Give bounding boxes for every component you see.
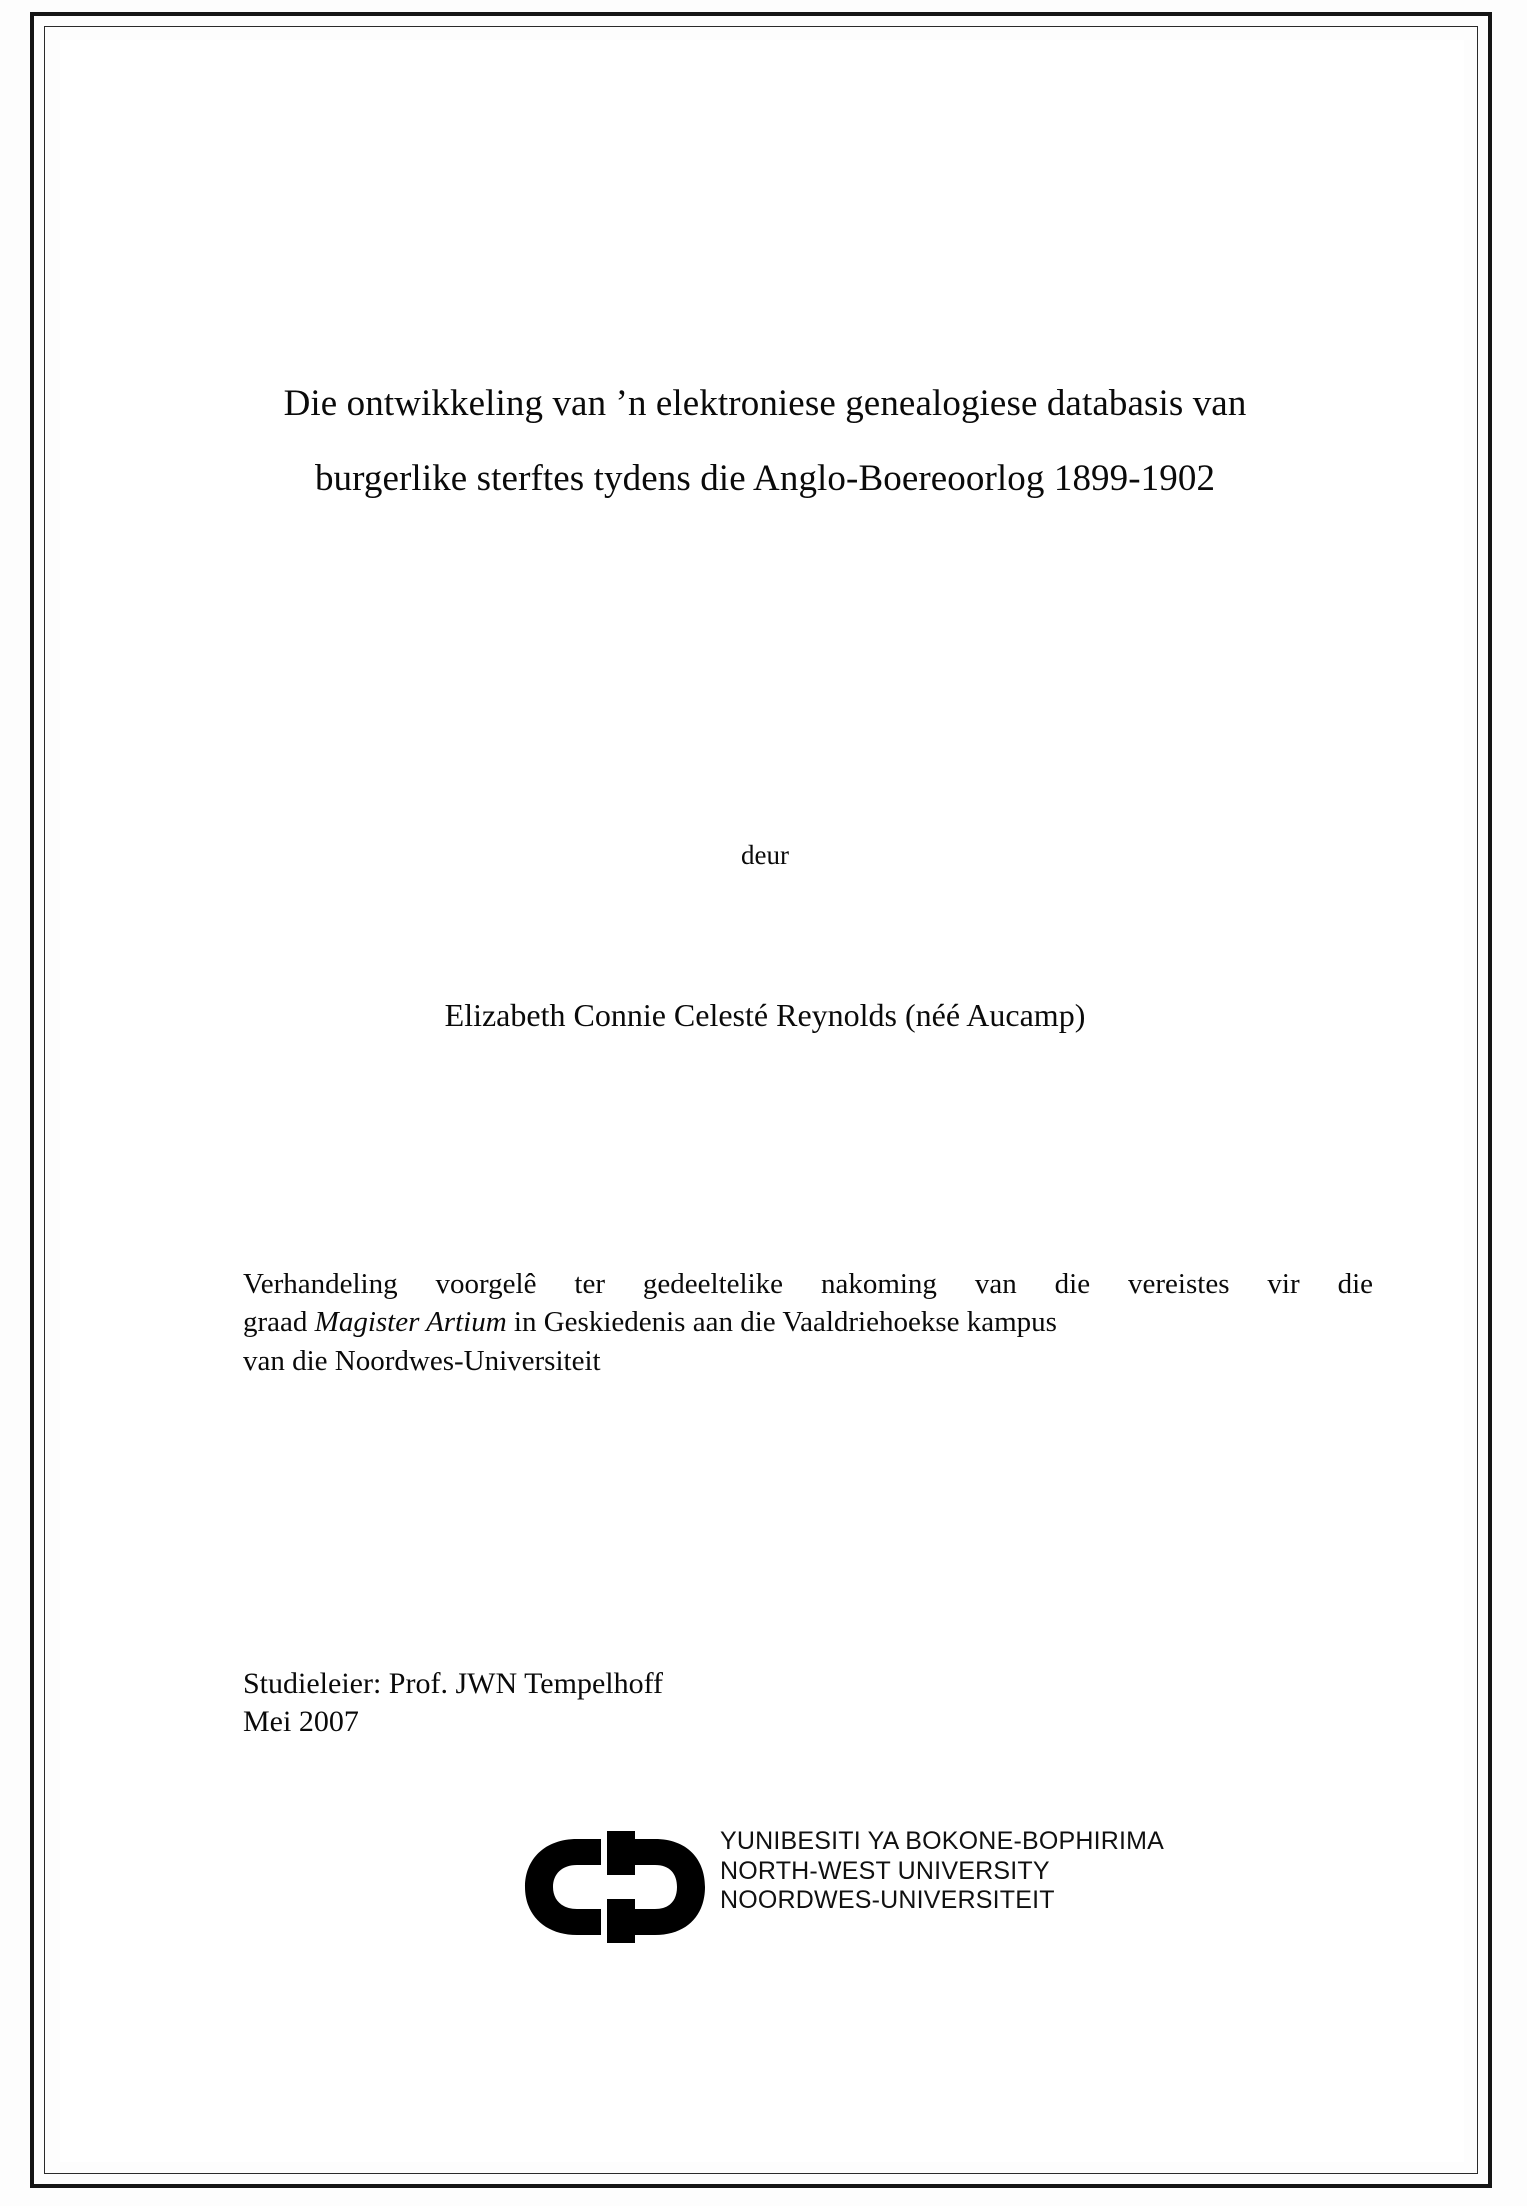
degree-name: Magister Artium [314,1306,507,1339]
statement-line-3: van die Noordwes-Universiteit [243,1344,601,1377]
title-line-1: Die ontwikkeling van ’n elektroniese genealogiese databasis van [283,383,1247,424]
north-west-university-logo-icon [515,1831,710,1943]
date-line: Mei 2007 [243,1705,359,1739]
degree-statement [243,1265,1373,1380]
logo-line-2: NORTH-WEST UNIVERSITY [720,1856,1050,1885]
statement-line-1: Verhandeling voorgelê ter gedeeltelike nakoming van die vereistes vir die [243,1268,1373,1300]
page-title [180,385,1350,497]
university-logo [515,1825,1165,1955]
supervisor-line: Studieleier: Prof. JWN Tempelhoff [243,1667,664,1700]
statement-line-2-pre: graad [243,1306,315,1339]
author-name: Elizabeth Connie Celesté Reynolds (néé Aucamp) [444,997,1086,1033]
by-label: deur [741,840,789,870]
logo-line-3: NOORDWES-UNIVERSITEIT [720,1886,1055,1914]
logo-line-1: YUNIBESITI YA BOKONE-BOPHIRIMA [720,1827,1165,1855]
logo-wordmark [720,1827,1164,1916]
supervisor-block [243,1665,1143,1742]
statement-line-2 [243,1303,1373,1341]
page-sheet [60,40,1464,2162]
title-line-2: burgerlike sterftes tydens die Anglo-Boereoorlog 1899-1902 [314,458,1216,499]
statement-line-2-post: in Geskiedenis aan die Vaaldriehoekse kampus [506,1306,1057,1339]
